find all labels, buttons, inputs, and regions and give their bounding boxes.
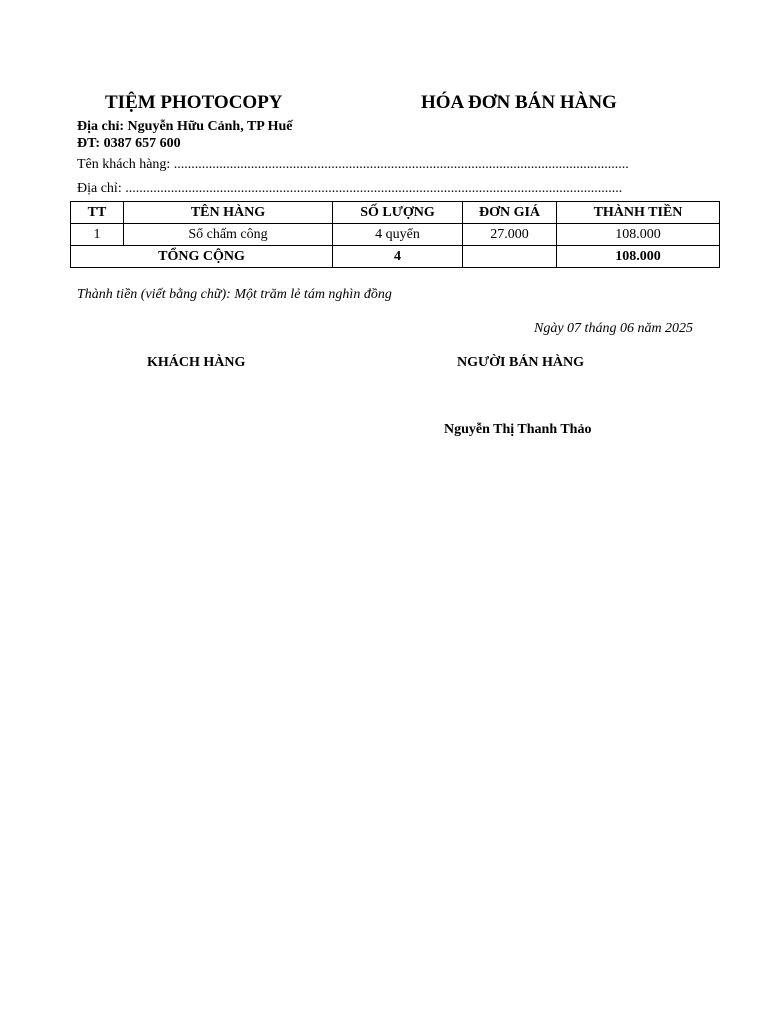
- column-header: THÀNH TIỀN: [557, 202, 720, 224]
- item-unit-price: 27.000: [463, 224, 557, 246]
- document-title: HÓA ĐƠN BÁN HÀNG: [421, 92, 617, 113]
- seller-signature-label: NGƯỜI BÁN HÀNG: [457, 355, 585, 370]
- column-header: TÊN HÀNG: [124, 202, 333, 224]
- amount-in-words: Thành tiền (viết bằng chữ): Một trăm lẻ tám nghìn đồng: [77, 287, 392, 302]
- total-unit-price: [463, 246, 557, 268]
- customer-address-line: Địa chỉ: ..............................................................................................................................................: [77, 181, 623, 196]
- column-header: ĐƠN GIÁ: [463, 202, 557, 224]
- column-header: SỐ LƯỢNG: [333, 202, 463, 224]
- column-header: TT: [71, 202, 124, 224]
- table-row: [71, 224, 720, 246]
- shop-phone: ĐT: 0387 657 600: [77, 136, 181, 151]
- item-name: Sổ chấm công: [124, 224, 333, 246]
- invoice-date: Ngày 07 tháng 06 năm 2025: [534, 321, 694, 336]
- table-header-row: [71, 202, 720, 224]
- seller-name: Nguyễn Thị Thanh Thảo: [444, 422, 592, 437]
- customer-name-line: Tên khách hàng: ..................................................................................................................................: [77, 157, 629, 172]
- total-row: [71, 246, 720, 268]
- item-quantity: 4 quyển: [333, 224, 463, 246]
- item-amount: 108.000: [557, 224, 720, 246]
- shop-address: Địa chỉ: Nguyễn Hữu Cảnh, TP Huế: [77, 119, 293, 134]
- total-amount: 108.000: [557, 246, 720, 268]
- shop-name: TIỆM PHOTOCOPY: [105, 92, 283, 113]
- items-table: [70, 201, 720, 268]
- customer-signature-label: KHÁCH HÀNG: [147, 355, 246, 370]
- row-index: 1: [71, 224, 124, 246]
- total-quantity: 4: [333, 246, 463, 268]
- total-label: TỔNG CỘNG: [71, 246, 333, 268]
